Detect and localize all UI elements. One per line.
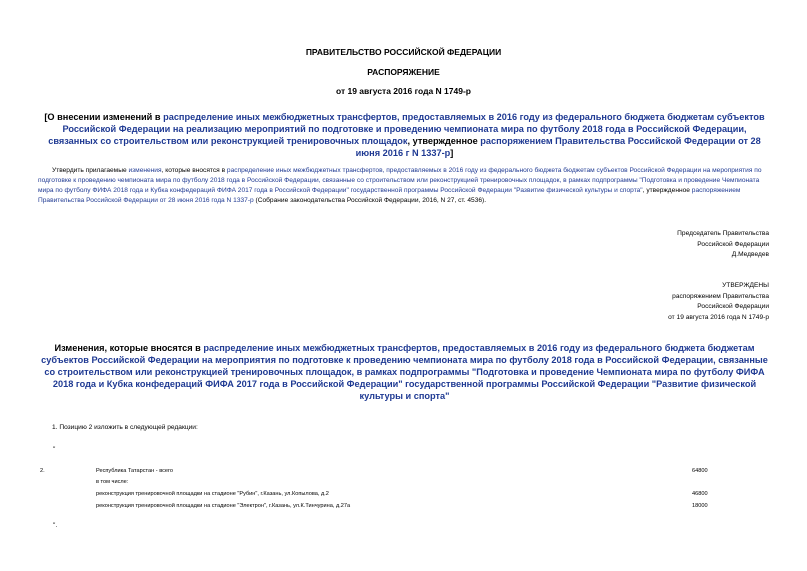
- table-row-value: 64800: [692, 468, 708, 474]
- table-row-value: 46800: [692, 491, 708, 497]
- signature-block: [469, 229, 769, 261]
- quote-open: ": [53, 446, 56, 453]
- body-link-changes[interactable]: изменения: [128, 167, 162, 174]
- table-row-name: Республика Татарстан - всего: [96, 468, 174, 474]
- signature-position: Председатель Правительства: [677, 230, 769, 237]
- body-link-decree[interactable]: распоряжением Правительства Российской Федерации от 28 июня 2016 года N 1337-р: [38, 187, 741, 204]
- changes-title-link[interactable]: распределение иных межбюджетных трансфертов, предоставляемых в 2016 году из федерального бюджета бюджетам субъектов Российской Федерации на мероприятия по подготовке к проведению чемпионата мира по футболу 2018 года в Российской Федерации, связанные со строительством или реконструкцией тренировочных площадок, в рамках подпрограммы "Подготовка и проведение Чемпионата мира по футболу ФИФА 2018 года и Кубка конфедераций ФИФА 2017 года в Российской Федерации" государственной программы Российской Федерации "Развитие физической культуры и спорта": [41, 343, 768, 401]
- body-text: , утвержденное: [642, 187, 692, 194]
- approved-country: Российской Федерации: [697, 303, 769, 310]
- approved-by: распоряжением Правительства: [672, 292, 769, 300]
- summary-text: [О внесении изменений в: [44, 112, 164, 122]
- summary-link-distribution[interactable]: распределение иных межбюджетных трансфертов, предоставляемых в 2016 году из федерального бюджета бюджетам субъектов Российской Федерации на реализацию мероприятий по подготовке и проведению чемпионата мира по футболу 2018 года в Российской Федерации, связанных со строительством или реконструкцией тренировочных площадок: [48, 112, 765, 146]
- approved-date: от 19 августа 2016 года N 1749-р: [668, 313, 769, 321]
- document-type: РАСПОРЯЖЕНИЕ: [367, 67, 440, 77]
- approved-block: [469, 281, 769, 323]
- item-1: 1. Позицию 2 изложить в следующей редакции:: [52, 424, 198, 431]
- signature-country: Российской Федерации: [697, 240, 769, 248]
- table-row-name: реконструкция тренировочной площадки на стадионе "Рубин", г.Казань, ул.Копылова, д.2: [96, 491, 329, 497]
- approved-label: УТВЕРЖДЕНЫ: [722, 282, 769, 289]
- quote-close: ".: [53, 522, 58, 529]
- table-row-value: 18000: [692, 503, 708, 509]
- changes-title-text: Изменения, которые вносятся в: [54, 343, 204, 353]
- table-row-name: реконструкция тренировочной площадки на стадионе "Электрон", г.Казань, ул.К.Тинчурина, д.27а: [96, 503, 351, 509]
- document-summary: [38, 111, 771, 159]
- table-row-number: 2.: [40, 468, 45, 474]
- summary-text: ]: [450, 148, 454, 158]
- government-name: ПРАВИТЕЛЬСТВО РОССИЙСКОЙ ФЕДЕРАЦИИ: [305, 47, 502, 57]
- body-paragraph: [38, 166, 770, 206]
- body-text: Утвердить прилагаемые: [52, 167, 129, 174]
- document-date-number: от 19 августа 2016 года N 1749-р: [335, 86, 471, 96]
- body-text: , которые вносятся в: [161, 167, 227, 174]
- signature-name: Д.Медведев: [731, 251, 769, 258]
- table-row-name: в том числе:: [96, 479, 129, 485]
- body-link-distribution[interactable]: распределение иных межбюджетных трансфертов, предоставляемых в 2016 году из федерального бюджета бюджетам субъектов Российской Федерации на мероприятия по подготовке к проведению чемпионата мира по футболу 2018 года в Российской Федерации, связанные со строительством или реконструкцией тренировочных площадок, в рамках подпрограммы "Подготовка и проведение Чемпионата мира по футболу ФИФА 2018 года и Кубка конфедераций ФИФА 2017 года в Российской Федерации" государственной программы Российской Федерации "Развитие физической культуры и спорта": [38, 167, 762, 194]
- summary-text: , утвержденное: [407, 136, 481, 146]
- changes-title: [38, 342, 771, 402]
- body-text: (Собрание законодательства Российской Федерации, 2016, N 27, ст. 4536).: [253, 197, 487, 204]
- summary-link-decree[interactable]: распоряжением Правительства Российской Федерации от 28 июня 2016 г N 1337-р: [355, 136, 761, 158]
